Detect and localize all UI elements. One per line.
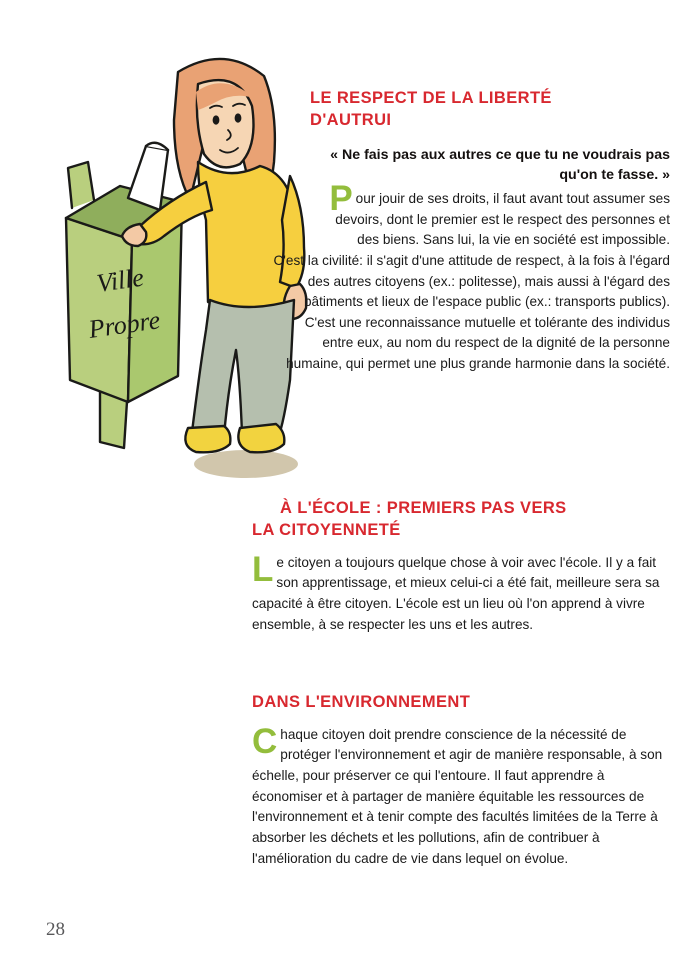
section-1-body [252,178,670,375]
ground-shadow [194,450,298,478]
section-2-paragraph-1 [252,549,670,636]
section-1-paragraph-1-text: our jouir de ses droits, il faut avant tout assumer ses devoirs, dont le premier est le respect des personnes et des biens. Sans lui, la vie en société est impossible. [335,190,670,248]
section-1-quote: « Ne fais pas aux autres ce que tu ne voudrais pas qu'on te fasse. » [330,146,670,183]
girl-shoe-right [238,424,284,452]
section-2-body [252,549,670,636]
section-1-heading-line1: LE RESPECT DE LA LIBERTÉ [310,89,552,107]
section-2-heading-line2: LA CITOYENNETÉ [252,520,401,539]
section-1-heading-line2: D'AUTRUI [310,110,392,129]
section-3-heading-line1: DANS L'ENVIRONNEMENT [252,693,471,711]
girl-eye-left [213,115,220,124]
section-3-paragraph-1-text: haque citoyen doit prendre conscience de la nécessité de protéger l'environnement et agir de manière responsable, à son échelle, pour préserver ce qui l'entoure. Il faut apprendre à économiser et à partager de manière équitable les ressources de l'environnement et à tenir compte des facultés limitées de la Terre à absorber les déchets et les pollutions, afin de contribuer à l'amélioration du cadre de vie dans lequel on évolue. [252,726,663,866]
paper-in-bin [128,146,168,210]
dropcap-c: C [252,721,278,761]
section-2-paragraph-1-text: e citoyen a toujours quelque chose à voir avec l'école. Il y a fait son apprentissage, et mieux celui-ci a été fait, meilleure sera sa capacité à être citoyen. L'école est un lieu où l'on apprend à vivre ensemble, à se respecter les uns et les autres. [252,554,660,632]
section-1-paragraph-2: C'est la civilité: il s'agit d'une attitude de respect, à la fois à l'égard des autres citoyens (ex.: politesse), mais aussi à l'égard des bâtiments et lieux de l'espace public (ex.: transports publics). C'est une reconnaissance mutuelle et tolérante des individus entre eux, au nom du respect de la dignité de la personne humaine, qui permet une plus grande harmonie dans la société. [273,252,670,372]
girl-shoe-left [185,426,230,452]
section-1-heading [252,88,670,132]
section-3-body [252,721,670,870]
section-respect-liberte [252,88,670,375]
bin-label-line1: Ville [94,262,146,298]
bin-label-line2: Propre [86,305,162,344]
section-a-l-ecole [252,498,670,635]
dropcap-l: L [252,549,274,589]
section-1-paragraph-1 [252,178,670,251]
bin-handle [68,162,94,208]
page-number: 28 [46,919,65,940]
section-3-heading [252,692,670,714]
section-3-paragraph-1 [252,721,670,870]
section-2-heading [252,498,670,542]
section-2-heading-line1: À L'ÉCOLE : PREMIERS PAS VERS [280,499,567,517]
section-dans-l-environnement [252,692,670,869]
girl-eye-right [235,113,242,122]
dropcap-p: P [329,178,353,218]
